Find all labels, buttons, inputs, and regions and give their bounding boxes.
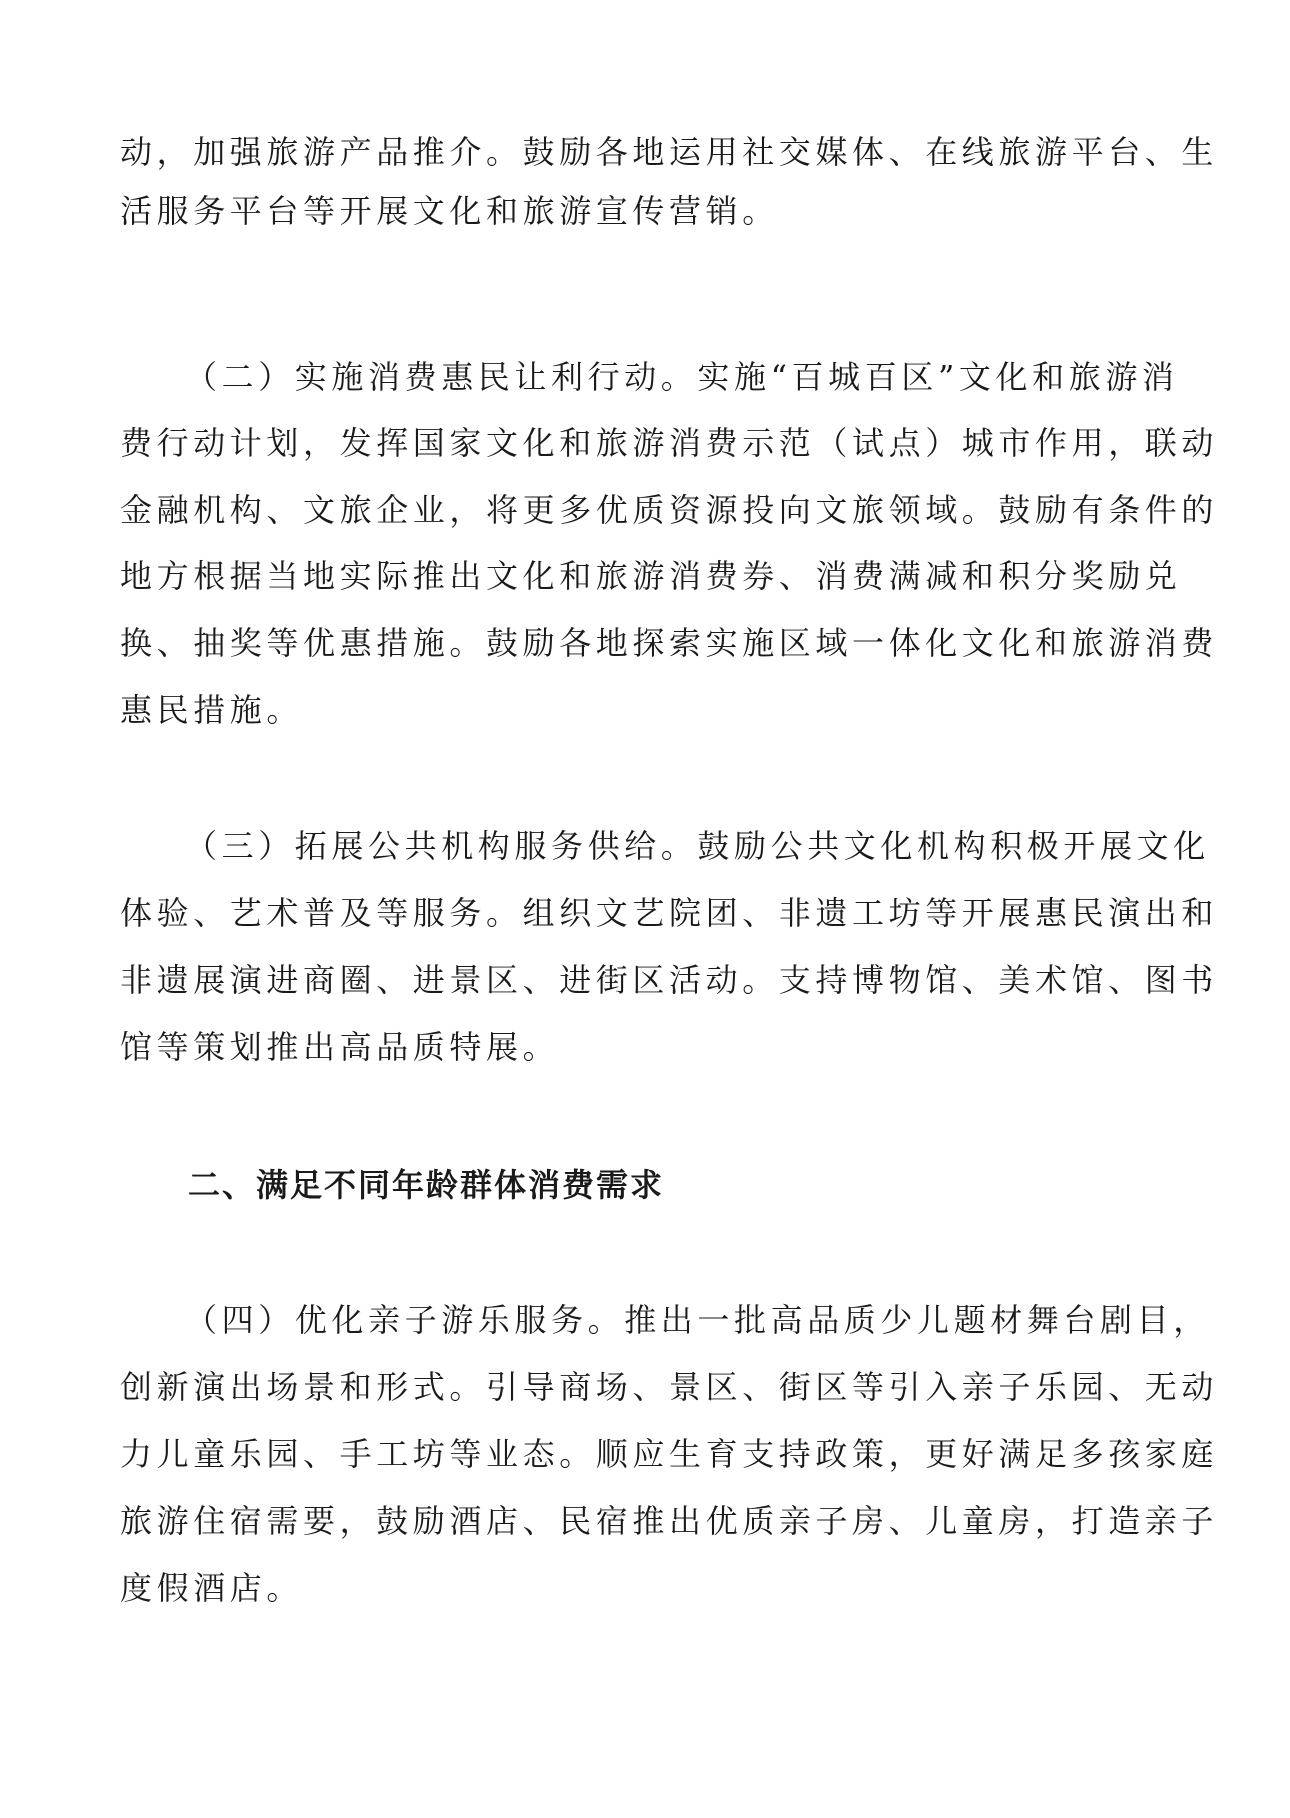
section-heading: 二、满足不同年龄群体消费需求 <box>188 1166 665 1204</box>
paragraph-line: 馆等策划推出高品质特展。 <box>120 1028 560 1066</box>
paragraph-line: 活服务平台等开展文化和旅游宣传营销。 <box>120 192 779 230</box>
paragraph-line: 动，加强旅游产品推介。鼓励各地运用社交媒体、在线旅游平台、生 <box>120 133 1219 171</box>
paragraph-line: （三）拓展公共机构服务供给。鼓励公共文化机构积极开展文化 <box>185 827 1210 865</box>
paragraph-line: 旅游住宿需要，鼓励酒店、民宿推出优质亲子房、儿童房，打造亲子 <box>120 1502 1219 1540</box>
paragraph-line: 非遗展演进商圈、进景区、进街区活动。支持博物馆、美术馆、图书 <box>120 961 1219 999</box>
paragraph-line: 力儿童乐园、手工坊等业态。顺应生育支持政策，更好满足多孩家庭 <box>120 1435 1219 1473</box>
paragraph-line: 体验、艺术普及等服务。组织文艺院团、非遗工坊等开展惠民演出和 <box>120 894 1219 932</box>
paragraph-line: （四）优化亲子游乐服务。推出一批高品质少儿题材舞台剧目， <box>185 1301 1210 1339</box>
paragraph-line: 地方根据当地实际推出文化和旅游消费券、消费满减和积分奖励兑 <box>120 557 1182 595</box>
paragraph-line: （二）实施消费惠民让利行动。实施“百城百区”文化和旅游消 <box>185 358 1179 396</box>
paragraph-line: 创新演出场景和形式。引导商场、景区、街区等引入亲子乐园、无动 <box>120 1368 1219 1406</box>
paragraph-line: 金融机构、文旅企业，将更多优质资源投向文旅领域。鼓励有条件的 <box>120 491 1219 529</box>
paragraph-line: 惠民措施。 <box>120 691 304 729</box>
paragraph-line: 换、抽奖等优惠措施。鼓励各地探索实施区域一体化文化和旅游消费 <box>120 624 1219 662</box>
paragraph-line: 费行动计划，发挥国家文化和旅游消费示范（试点）城市作用，联动 <box>120 424 1219 462</box>
paragraph-line: 度假酒店。 <box>120 1569 304 1607</box>
